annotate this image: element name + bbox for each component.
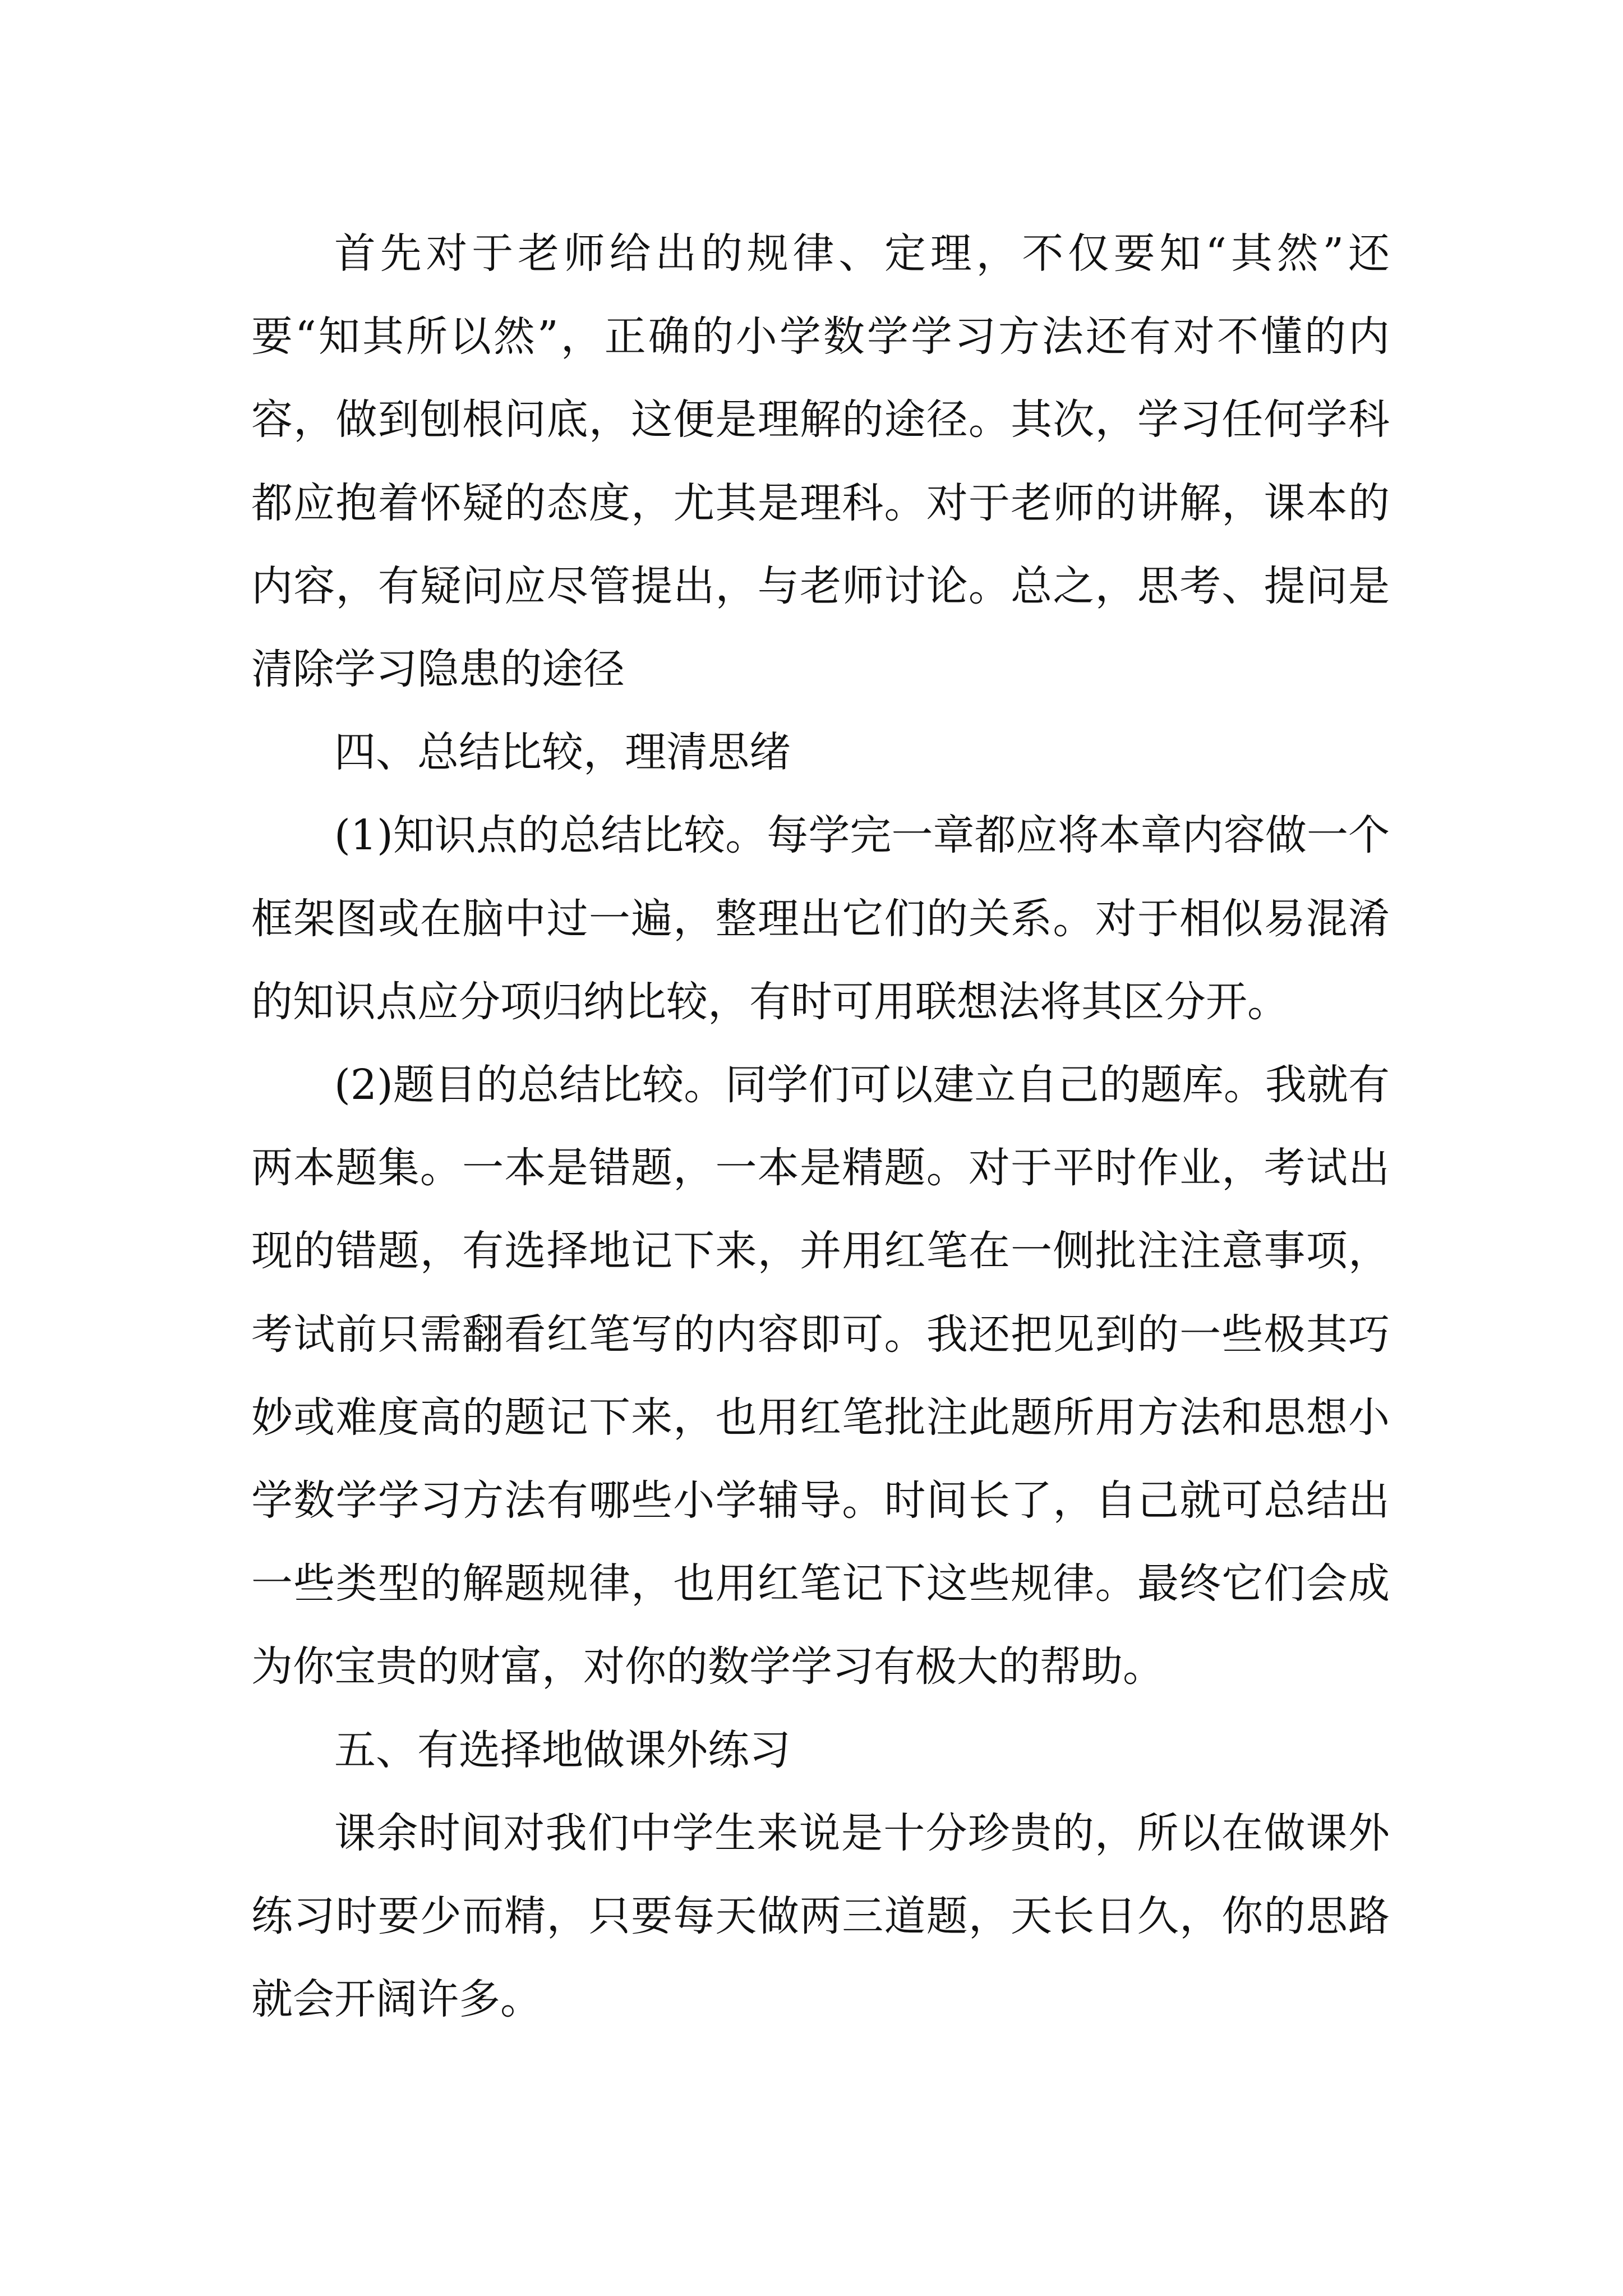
paragraph-extra-practice: 课余时间对我们中学生来说是十分珍贵的，所以在做课外练习时要少而精，只要每天做两三道题，天长日久，你的思路就会开阔许多。 (251, 1809, 1390, 2024)
section-heading-5: 五、有选择地做课外练习 (334, 1726, 791, 1774)
paragraph-problem-summary: (2)题目的总结比较。同学们可以建立自己的题库。我就有两本题集。一本是错题，一本是精题。对于平时作业，考试出现的错题，有选择地记下来，并用红笔在一侧批注注意事项，考试前只需翻看红笔写的内容即可。我还把见到的一些极其巧妙或难度高的题记下来，也用红笔批注此题所用方法和思想小学数学学习方法有哪些小学辅导。时间长了，自己就可总结出一些类型的解题规律，也用红笔记下这些规律。最终它们会成为你宝贵的财富，对你的数学学习有极大的帮助。 (251, 1061, 1390, 1691)
section-heading-4: 四、总结比较，理清思绪 (334, 728, 791, 777)
paragraph-understanding: 首先对于老师给出的规律、定理，不仅要知“其然”还要“知其所以然”，正确的小学数学学习方法还有对不懂的内容，做到刨根问底，这便是理解的途径。其次，学习任何学科都应抱着怀疑的态度，尤其是理科。对于老师的讲解，课本的内容，有疑问应尽管提出，与老师讨论。总之，思考、提问是清除学习隐患的途径 (251, 229, 1390, 694)
paragraph-knowledge-summary: (1)知识点的总结比较。每学完一章都应将本章内容做一个框架图或在脑中过一遍，整理出它们的关系。对于相似易混淆的知识点应分项归纳比较，有时可用联想法将其区分开。 (251, 811, 1390, 1026)
document-body (251, 212, 1390, 2041)
